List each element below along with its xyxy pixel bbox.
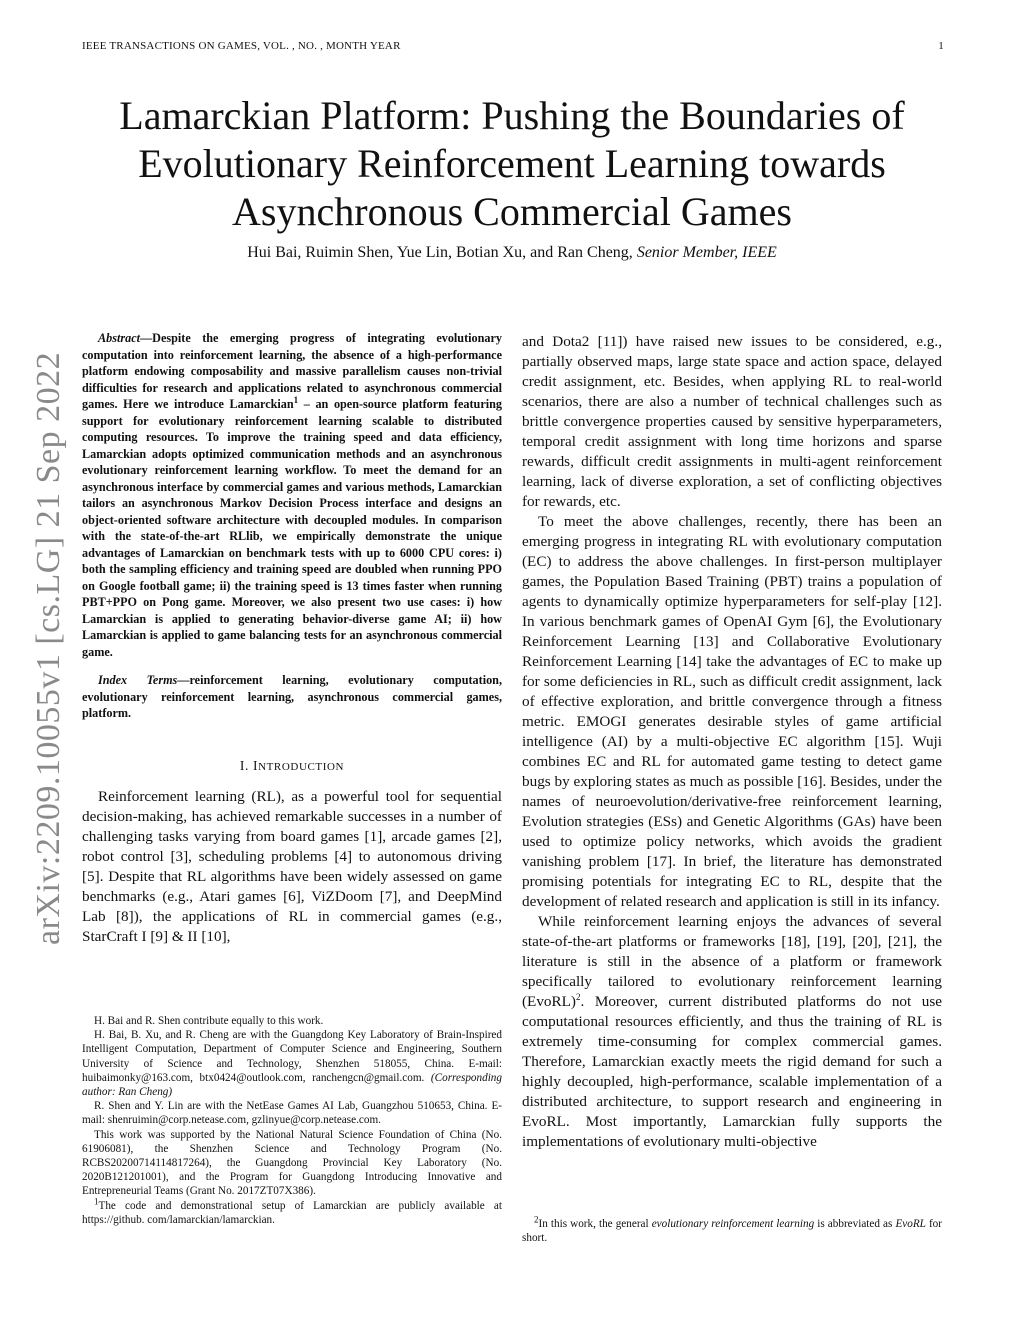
paper-title (60, 92, 964, 236)
footnote-equal-contribution: H. Bai and R. Shen contribute equally to this work. (94, 1015, 324, 1027)
footnote-affiliation-2: R. Shen and Y. Lin are with the NetEase Games AI Lab, Guangzhou 510653, China. E-mail: shenruimin@corp.netease.com, gzlinyue@corp.netease.com. (82, 1100, 502, 1127)
paragraph-3: While reinforcement learning enjoys the advances of several state-of-the-art platforms or frameworks [18], [19], [20], [21], the literature is still in the absence of a platform or framework specifically tailored to evolutionary reinforcement learning (EvoRL)$^2$. Moreover, current distributed platforms do not use computational resources efficiently, and thus the training of RL is extremely time-consuming for complex commercial games. Therefore, Lamarckian exactly meets the rigid demand for such a highly decoupled, high-performance, scalable implementation of a distributed architecture, to support research and engineering in EvoRL. Most importantly, Lamarckian fully supports the implementations of evolutionary multi-objective (522, 913, 942, 1150)
index-terms: Index Terms—reinforcement learning, evolutionary computation, evolutionary reinforcement learning, asynchronous commercial games, platform. (82, 673, 502, 720)
title-line-1: Lamarckian Platform: Pushing the Boundaries of (119, 93, 905, 138)
footnote-1: $^1$The code and demonstrational setup of Lamarckian are publicly available at https://github. com/lamarckian/lamarckian. (82, 1195, 502, 1226)
footnote-marker[interactable]: 1 (293, 394, 299, 405)
author-membership: Senior Member, IEEE (636, 244, 777, 261)
running-header (82, 40, 944, 52)
title-line-2: Evolutionary Reinforcement Learning towards (138, 141, 886, 186)
index-terms-text: reinforcement learning, evolutionary computation, evolutionary reinforcement learning, asynchronous commercial games, platform. (82, 673, 502, 720)
author-names: Hui Bai, Ruimin Shen, Yue Lin, Botian Xu, and Ran Cheng, (247, 244, 633, 261)
section-heading: I. INTRODUCTION (239, 757, 345, 773)
title-line-3: Asynchronous Commercial Games (232, 189, 792, 234)
author-list (60, 244, 964, 262)
paragraph-2: To meet the above challenges, recently, there has been an emerging progress in integrating RL with evolutionary computation (EC) to address the above challenges. In first-person multiplayer games, the Population Based Training (PBT) trains a population of agents to dynamically optimize hyperparameters for self-play [12]. In various benchmark games of OpenAI Gym [6], the Evolutionary Reinforcement Learning [13] and Collaborative Evolutionary Reinforcement Learning [14] take the advantages of EC to make up for some deficiencies in RL, such as difficult credit assignment, lack of effective exploration, and brittle convergence through a fitness metric. EMOGI generates desirable styles of game artificial intelligence (AI) by a multi-objective EC algorithm [15]. Wuji combines EC and RL for automated game testing to detect game bugs by exploring states as much as possible [16]. Besides, under the names of neuroevolution/derivative-free reinforcement learning, Evolution strategies (ESs) and Genetic Algorithms (GAs) have been used to optimize policy networks, which avoids the gradient vanishing problem [17]. In brief, the literature has demonstrated promising potentials for integrating EC to RL, despite that the development of related research and application is still in its infancy. (522, 513, 942, 910)
footnote-2: $^2$In this work, the general evolutionary reinforcement learning is abbreviated as EvoRL for short. (522, 1214, 943, 1245)
intro-paragraph: Reinforcement learning (RL), as a powerful tool for sequential decision-making, has achieved remarkable successes in a number of challenging tasks varying from board games [1], arcade games [2], robot control [3], scheduling problems [4] to autonomous driving [5]. Despite that RL algorithms have been widely assessed on game benchmarks (e.g., Atari games [6], ViZDoom [7], and DeepMind Lab [8]), the applications of RL in commercial games (e.g., StarCraft I [9] & II [10], (82, 787, 502, 945)
abstract-label: Abstract (98, 331, 140, 345)
paragraph-1: and Dota2 [11]) have raised new issues to be considered, e.g., partially observed maps, large state space and action space, delayed credit assignment, etc. Besides, when applying RL to real-world scenarios, there are also a number of technical challenges such as brittle convergence properties caused by sensitive hyperparameters, temporal credit assignment with long time horizons and sparse rewards, difficult credit assignments in multi-agent reinforcement learning, lack of diverse exploration, a set of conflicting objectives for rewards, etc. (522, 333, 942, 510)
footnote-funding: This work was supported by the National Natural Science Foundation of China (No. 61906081), the Shenzhen Science and Technology Program (No. RCBS20200714114817264), the Guangdong Provincial Key Laboratory (No. 2020B121201001), and the Program for Guangdong Introducing Innovative and Entrepreneurial Teams (Grant No. 2017ZT07X386). (82, 1128, 502, 1198)
corresponding-author: (Corresponding author: Ran Cheng) (82, 1071, 502, 1099)
footnote-affiliation-1: H. Bai, B. Xu, and R. Cheng are with the Guangdong Key Laboratory of Brain-Inspired Intelligent Computation, Department of Computer Science and Engineering, Southern University of Science and Technology, Shenzhen 518055, China. E-mail: huibaimonky@163.com, btx0424@outlook.com, ranchengcn@gmail.com. (Corresponding author: Ran Cheng) (82, 1029, 502, 1099)
footnote-marker[interactable]: 2 (576, 991, 581, 1002)
page-number: 1 (938, 40, 944, 52)
left-footnotes (82, 1014, 502, 1227)
abstract: Abstract—Despite the emerging progress of integrating evolutionary computation into reinforcement learning, the absence of a high-performance platform endowing composability and massive parallelism causes non-trivial difficulties for research and applications related to asynchronous commercial games. Here we introduce Lamarckian$^1$ – an open-source platform featuring support for evolutionary reinforcement learning scalable to distributed computing resources. To improve the training speed and data efficiency, Lamarckian adopts optimized communication methods and an asynchronous evolutionary reinforcement learning workflow. To meet the demand for an asynchronous interface by commercial games and various methods, Lamarckian tailors an asynchronous Markov Decision Process interface and designs an object-oriented software architecture with decoupled modules. In comparison with the state-of-the-art RLlib, we empirically demonstrate the unique advantages of Lamarckian on benchmark tests with up to 6000 CPU cores: i) both the sampling efficiency and training speed are doubled when running PPO on Google football game; ii) the training speed is 13 times faster when running PBT+PPO on Pong game. Moreover, we also present two use cases: i) how Lamarckian is applied to generating behavior-diverse game AI; ii) how Lamarckian is applied to game balancing tests for an asynchronous commercial game. (82, 331, 502, 659)
index-terms-label: Index Terms (98, 673, 178, 687)
abstract-text-cont: – an open-source platform featuring support for evolutionary reinforcement learning scalable to distributed computing resources. To improve the training speed and data efficiency, Lamarckian adopts optimized communication methods and an asynchronous evolutionary reinforcement learning workflow. To meet the demand for an asynchronous interface by commercial games and various methods, Lamarckian tailors an asynchronous Markov Decision Process interface and designs an object-oriented software architecture with decoupled modules. In comparison with the state-of-the-art RLlib, we empirically demonstrate the unique advantages of Lamarckian on benchmark tests with up to 6000 CPU cores: i) both the sampling efficiency and training speed are doubled when running PPO on Google football game; ii) the training speed is 13 times faster when running PBT+PPO on Pong game. Moreover, we also present two use cases: i) how Lamarckian is applied to generating behavior-diverse game AI; ii) how Lamarckian is applied to game balancing tests for an asynchronous commercial game. (82, 397, 502, 659)
left-column (82, 330, 502, 947)
right-footnotes (522, 1214, 943, 1245)
journal-name: IEEE TRANSACTIONS ON GAMES, VOL. , NO. , MONTH YEAR (82, 40, 401, 52)
right-column (522, 332, 942, 1152)
arxiv-stamp[interactable]: arXiv:2209.10055v1 [cs.LG] 21 Sep 2022 (30, 351, 67, 945)
abstract-text: Despite the emerging progress of integrating evolutionary computation into reinforcement learning, the absence of a high-performance platform endowing composability and massive parallelism causes non-trivial difficulties for research and applications related to asynchronous commercial games. Here we introduce Lamarckian (82, 331, 502, 411)
